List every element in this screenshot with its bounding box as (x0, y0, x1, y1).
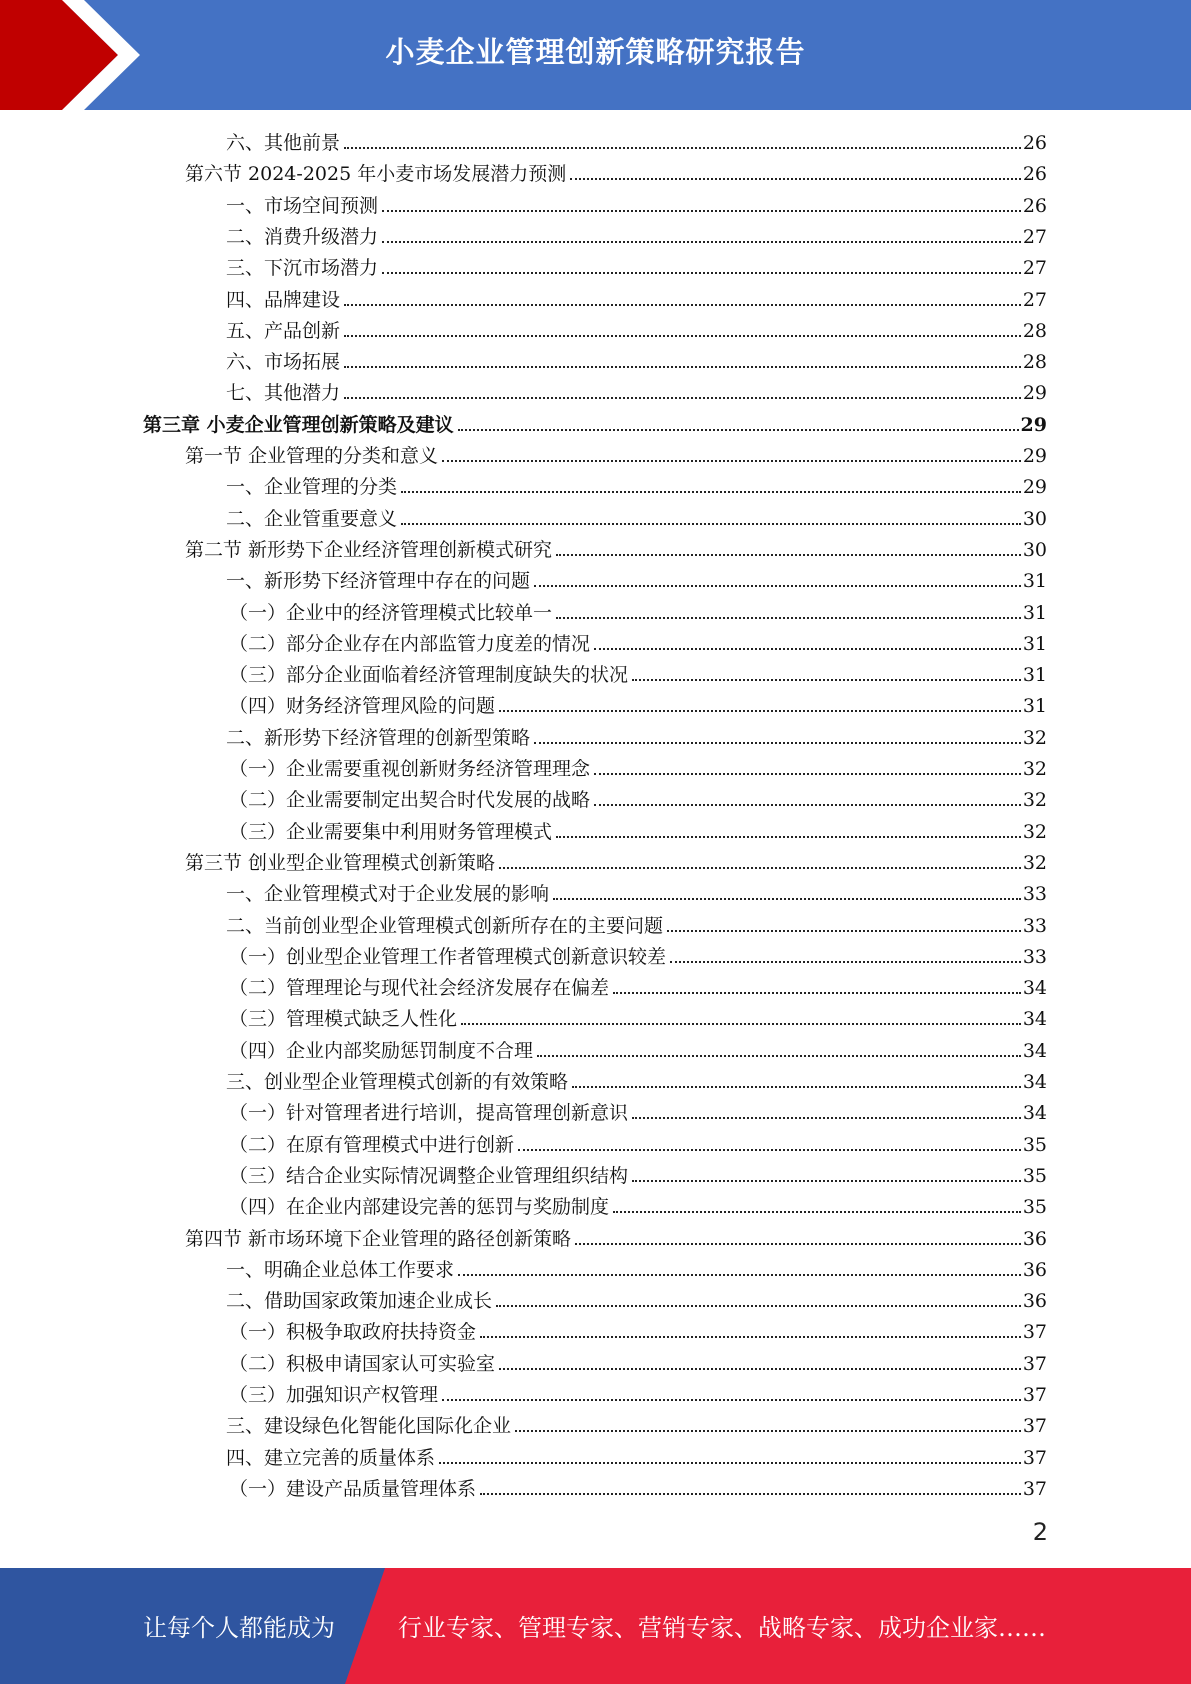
toc-entry-page: 29 (1020, 414, 1047, 436)
toc-dot-leader (382, 271, 1021, 274)
toc-entry[interactable] (229, 1161, 1047, 1192)
toc-dot-leader (461, 1022, 1021, 1025)
toc-dot-leader (594, 647, 1021, 650)
toc-dot-leader (439, 1461, 1021, 1464)
toc-dot-leader (534, 584, 1021, 587)
toc-dot-leader (632, 1179, 1021, 1182)
toc-dot-leader (496, 1304, 1021, 1307)
toc-entry[interactable] (226, 128, 1047, 159)
toc-entry-title: （一）建设产品质量管理体系 (229, 1478, 477, 1500)
toc-dot-leader (553, 897, 1021, 900)
toc-entry-page: 33 (1022, 883, 1047, 905)
toc-entry-title: （三）结合企业实际情况调整企业管理组织结构 (229, 1165, 629, 1187)
toc-entry-title: 第二节 新形势下企业经济管理创新模式研究 (185, 539, 553, 561)
toc-entry-title: 二、借助国家政策加速企业成长 (226, 1290, 493, 1312)
toc-dot-leader (575, 1242, 1021, 1245)
toc-entry-title: 一、新形势下经济管理中存在的问题 (226, 570, 531, 592)
toc-entry-title: 二、新形势下经济管理的创新型策略 (226, 727, 531, 749)
toc-entry[interactable] (226, 222, 1047, 253)
toc-entry[interactable] (229, 942, 1047, 973)
toc-entry[interactable] (229, 1474, 1047, 1505)
toc-dot-leader (534, 741, 1021, 744)
toc-entry-title: 三、下沉市场潜力 (226, 257, 379, 279)
toc-entry[interactable] (229, 1004, 1047, 1035)
toc-entry-page: 33 (1022, 946, 1047, 968)
toc-entry-page: 32 (1022, 789, 1047, 811)
toc-entry[interactable] (229, 785, 1047, 816)
toc-entry-title: 第四节 新市场环境下企业管理的路径创新策略 (185, 1228, 572, 1250)
toc-entry-title: 一、市场空间预测 (226, 195, 379, 217)
toc-dot-leader (480, 1492, 1021, 1495)
toc-entry-page: 36 (1022, 1290, 1047, 1312)
toc-entry[interactable] (229, 1380, 1047, 1411)
toc-entry[interactable] (229, 598, 1047, 629)
toc-entry[interactable] (226, 316, 1047, 347)
toc-entry-title: （一）创业型企业管理工作者管理模式创新意识较差 (229, 946, 667, 968)
toc-entry[interactable] (185, 1224, 1047, 1255)
toc-dot-leader (401, 490, 1021, 493)
toc-entry-page: 26 (1022, 132, 1047, 154)
toc-entry[interactable] (226, 723, 1047, 754)
toc-entry-page: 31 (1022, 633, 1047, 655)
page-number: 2 (1032, 1518, 1048, 1546)
toc-entry[interactable] (185, 441, 1047, 472)
toc-entry-title: 一、明确企业总体工作要求 (226, 1259, 455, 1281)
toc-entry-title: 一、企业管理模式对于企业发展的影响 (226, 883, 550, 905)
toc-entry-page: 37 (1022, 1447, 1047, 1469)
toc-entry-title: 三、建设绿色化智能化国际化企业 (226, 1415, 512, 1437)
toc-dot-leader (344, 334, 1021, 337)
toc-dot-leader (515, 1429, 1021, 1432)
toc-entry-page: 27 (1022, 257, 1047, 279)
toc-dot-leader (518, 1148, 1021, 1151)
toc-entry[interactable] (143, 410, 1047, 441)
toc-entry[interactable] (226, 378, 1047, 409)
toc-entry-title: 四、品牌建设 (226, 289, 341, 311)
toc-dot-leader (480, 1335, 1021, 1338)
toc-entry-title: 一、企业管理的分类 (226, 476, 398, 498)
toc-entry[interactable] (226, 566, 1047, 597)
toc-entry[interactable] (226, 504, 1047, 535)
toc-entry-title: 第三章 小麦企业管理创新策略及建议 (143, 414, 454, 436)
toc-entry-page: 32 (1022, 727, 1047, 749)
toc-entry[interactable] (226, 253, 1047, 284)
toc-entry-title: 二、当前创业型企业管理模式创新所存在的主要问题 (226, 915, 664, 937)
toc-entry[interactable] (226, 1255, 1047, 1286)
toc-entry[interactable] (226, 1411, 1047, 1442)
toc-dot-leader (499, 866, 1021, 869)
toc-entry-page: 36 (1022, 1259, 1047, 1281)
toc-entry-title: 三、创业型企业管理模式创新的有效策略 (226, 1071, 569, 1093)
toc-entry[interactable] (229, 1098, 1047, 1129)
toc-entry-title: （四）企业内部奖励惩罚制度不合理 (229, 1040, 534, 1062)
toc-entry-page: 31 (1022, 570, 1047, 592)
toc-entry-page: 37 (1022, 1415, 1047, 1437)
toc-dot-leader (458, 428, 1019, 431)
toc-entry-title: 第六节 2024-2025 年小麦市场发展潜力预测 (185, 163, 567, 185)
toc-entry-title: 二、消费升级潜力 (226, 226, 379, 248)
toc-entry[interactable] (185, 535, 1047, 566)
toc-dot-leader (442, 1398, 1021, 1401)
toc-dot-leader (344, 365, 1021, 368)
toc-dot-leader (572, 1085, 1021, 1088)
toc-dot-leader (344, 303, 1021, 306)
toc-entry-title: （二）企业需要制定出契合时代发展的战略 (229, 789, 591, 811)
toc-entry-page: 28 (1022, 351, 1047, 373)
toc-entry-title: 第一节 企业管理的分类和意义 (185, 445, 439, 467)
toc-entry[interactable] (226, 472, 1047, 503)
toc-dot-leader (594, 803, 1021, 806)
toc-entry-page: 29 (1022, 476, 1047, 498)
toc-entry-title: 六、其他前景 (226, 132, 341, 154)
toc-dot-leader (613, 1210, 1021, 1213)
toc-entry[interactable] (229, 973, 1047, 1004)
toc-entry-title: 五、产品创新 (226, 320, 341, 342)
toc-entry-title: （一）针对管理者进行培训，提高管理创新意识 (229, 1102, 629, 1124)
page-title: 小麦企业管理创新策略研究报告 (385, 35, 806, 69)
toc-entry-page: 31 (1022, 664, 1047, 686)
toc-entry[interactable] (229, 629, 1047, 660)
toc-dot-leader (632, 1116, 1021, 1119)
toc-dot-leader (344, 146, 1021, 149)
toc-entry-page: 27 (1022, 289, 1047, 311)
toc-entry[interactable] (229, 691, 1047, 722)
toc-entry-page: 37 (1022, 1321, 1047, 1343)
toc-entry-page: 37 (1022, 1478, 1047, 1500)
toc-dot-leader (556, 553, 1021, 556)
toc-entry-page: 31 (1022, 602, 1047, 624)
toc-dot-leader (401, 522, 1021, 525)
toc-entry[interactable] (185, 848, 1047, 879)
toc-entry-title: 第三节 创业型企业管理模式创新策略 (185, 852, 496, 874)
toc-entry[interactable] (229, 754, 1047, 785)
toc-entry-title: （三）部分企业面临着经济管理制度缺失的状况 (229, 664, 629, 686)
toc-entry[interactable] (229, 817, 1047, 848)
toc-dot-leader (594, 772, 1021, 775)
toc-entry-page: 29 (1022, 382, 1047, 404)
toc-entry[interactable] (226, 1067, 1047, 1098)
toc-entry-title: （四）在企业内部建设完善的惩罚与奖励制度 (229, 1196, 610, 1218)
toc-entry-title: （一）企业需要重视创新财务经济管理理念 (229, 758, 591, 780)
toc-entry-page: 31 (1022, 695, 1047, 717)
toc-entry-title: （四）财务经济管理风险的问题 (229, 695, 496, 717)
toc-entry[interactable] (226, 191, 1047, 222)
toc-dot-leader (613, 991, 1021, 994)
toc-entry-title: （二）管理理论与现代社会经济发展存在偏差 (229, 977, 610, 999)
toc-entry[interactable] (229, 1349, 1047, 1380)
toc-entry-page: 27 (1022, 226, 1047, 248)
footer-slogan-right: 行业专家、管理专家、营销专家、战略专家、成功企业家…… (398, 1614, 1046, 1642)
toc-dot-leader (667, 929, 1021, 932)
toc-dot-leader (556, 616, 1021, 619)
toc-entry-page: 32 (1022, 821, 1047, 843)
toc-entry[interactable] (229, 1192, 1047, 1223)
toc-entry[interactable] (229, 1130, 1047, 1161)
toc-entry[interactable] (229, 1036, 1047, 1067)
toc-dot-leader (632, 678, 1021, 681)
toc-entry-title: 四、建立完善的质量体系 (226, 1447, 436, 1469)
page-header (0, 0, 1191, 110)
toc-entry-page: 26 (1022, 163, 1047, 185)
toc-entry-title: 七、其他潜力 (226, 382, 341, 404)
toc-entry-page: 26 (1022, 195, 1047, 217)
toc-dot-leader (556, 835, 1021, 838)
page-footer (0, 1568, 1191, 1684)
toc-entry[interactable] (226, 347, 1047, 378)
toc-entry-page: 30 (1022, 508, 1047, 530)
toc-entry-page: 34 (1022, 1040, 1047, 1062)
toc-dot-leader (344, 396, 1021, 399)
toc-entry-page: 34 (1022, 977, 1047, 999)
toc-entry[interactable] (226, 1286, 1047, 1317)
toc-entry[interactable] (226, 879, 1047, 910)
toc-entry-title: （三）企业需要集中利用财务管理模式 (229, 821, 553, 843)
toc-entry-page: 37 (1022, 1353, 1047, 1375)
toc-entry[interactable] (229, 660, 1047, 691)
toc-entry-page: 30 (1022, 539, 1047, 561)
toc-entry-title: （一）积极争取政府扶持资金 (229, 1321, 477, 1343)
toc-entry-title: 二、企业管重要意义 (226, 508, 398, 530)
toc-dot-leader (499, 709, 1021, 712)
toc-dot-leader (537, 1054, 1021, 1057)
toc-entry-page: 28 (1022, 320, 1047, 342)
toc-entry-page: 32 (1022, 758, 1047, 780)
toc-entry[interactable] (226, 1443, 1047, 1474)
toc-entry-title: 六、市场拓展 (226, 351, 341, 373)
toc-entry-page: 34 (1022, 1071, 1047, 1093)
toc-entry-title: （三）加强知识产权管理 (229, 1384, 439, 1406)
toc-dot-leader (499, 1367, 1021, 1370)
toc-entry[interactable] (226, 911, 1047, 942)
toc-entry[interactable] (185, 159, 1047, 190)
toc-entry-page: 37 (1022, 1384, 1047, 1406)
toc-entry-page: 29 (1022, 445, 1047, 467)
toc-dot-leader (382, 240, 1021, 243)
toc-entry-page: 34 (1022, 1102, 1047, 1124)
toc-entry-title: （二）积极申请国家认可实验室 (229, 1353, 496, 1375)
toc-entry-title: （二）在原有管理模式中进行创新 (229, 1134, 515, 1156)
toc-dot-leader (670, 960, 1021, 963)
toc-entry-title: （三）管理模式缺乏人性化 (229, 1008, 458, 1030)
toc-entry-title: （二）部分企业存在内部监管力度差的情况 (229, 633, 591, 655)
footer-slogan-left: 让每个人都能成为 (143, 1614, 335, 1642)
toc-entry-title: （一）企业中的经济管理模式比较单一 (229, 602, 553, 624)
toc-entry[interactable] (229, 1317, 1047, 1348)
toc-entry-page: 34 (1022, 1008, 1047, 1030)
toc-entry-page: 35 (1022, 1134, 1047, 1156)
toc-entry-page: 36 (1022, 1228, 1047, 1250)
toc-dot-leader (570, 177, 1021, 180)
toc-entry-page: 32 (1022, 852, 1047, 874)
toc-entry-page: 35 (1022, 1165, 1047, 1187)
toc-entry-page: 35 (1022, 1196, 1047, 1218)
toc-dot-leader (458, 1273, 1021, 1276)
toc-dot-leader (382, 209, 1021, 212)
toc-entry[interactable] (226, 285, 1047, 316)
toc-dot-leader (442, 459, 1021, 462)
toc-entry-page: 33 (1022, 915, 1047, 937)
